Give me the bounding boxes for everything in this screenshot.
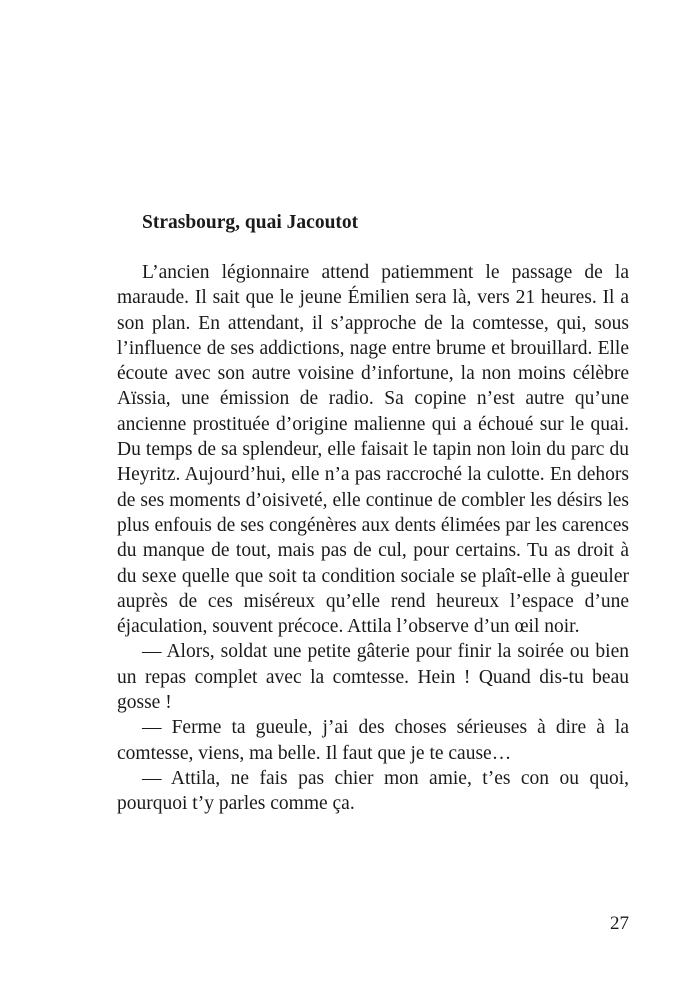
paragraph-dialogue: — Ferme ta gueule, j’ai des choses sérieuses à dire à la comtesse, viens, ma belle. Il faut que je te cause… <box>117 717 629 764</box>
page-number: 27 <box>610 913 629 934</box>
chapter-heading: Strasbourg, quai Jacoutot <box>142 212 359 233</box>
paragraph-dialogue: — Alors, soldat une petite gâterie pour finir la soirée ou bien un repas complet avec la comtesse. Hein ! Quand dis-tu beau gosse ! <box>117 641 629 714</box>
body-text <box>117 260 629 817</box>
paragraph-dialogue: — Attila, ne fais pas chier mon amie, t’es con ou quoi, pourquoi t’y parles comme ça. <box>117 767 629 815</box>
paragraph-narration: L’ancien légionnaire attend patiemment le passage de la maraude. Il sait que le jeune Émilien sera là, vers 21 heures. Il a son plan. En attendant, il s’approche de la comtesse, qui, sous l’influence de ses addictions, nage entre brume et brouillard. Elle écoute avec son autre voisine d’infortune, la non moins célèbre Aïssia, une émission de radio. Sa copine n’est autre qu’une ancienne prostituée d’origine malienne qui a échoué sur le quai. Du temps de sa splendeur, elle faisait le tapin non loin du parc du Heyritz. Aujourd’hui, elle n’a pas raccroché la culotte. En dehors de ses moments d’oisiveté, elle continue de combler les désirs les plus enfouis de ses congénères aux dents élimées par les carences du manque de tout, mais pas de cul, pour certains. Tu as droit à du sexe quelle que soit ta condition sociale se plaît-elle à gueuler auprès de ces miséreux qu’elle rend heureux l’espace d’une éjaculation, souvent précoce. Attila l’observe d’un œil noir. <box>117 262 629 638</box>
